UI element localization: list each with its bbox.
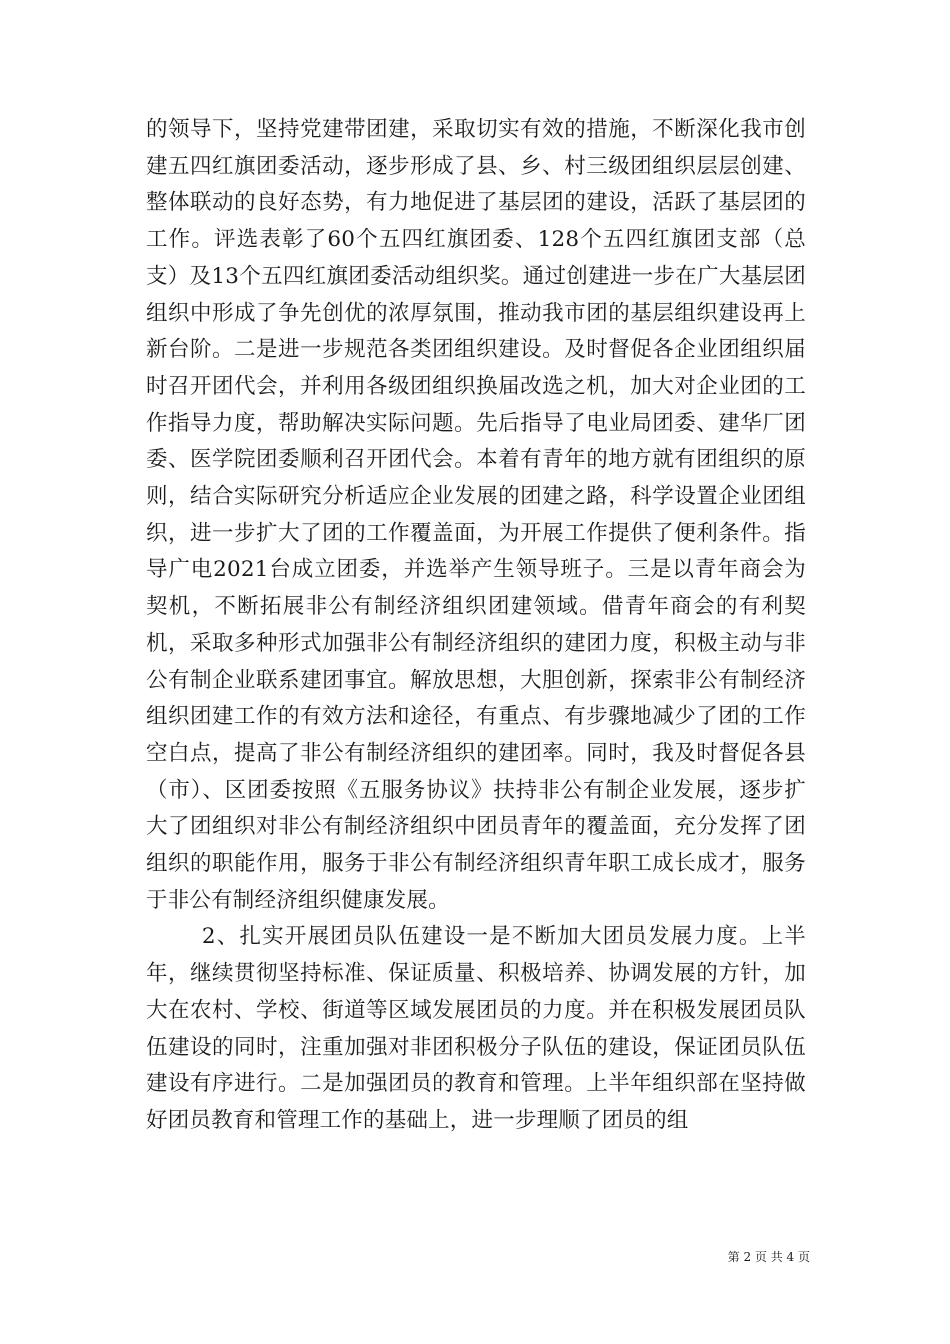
document-body [146, 112, 806, 1140]
page-number-footer: 第 2 页 共 4 页 [727, 1250, 810, 1264]
paragraph-continuation: 的领导下，坚持党建带团建，采取切实有效的措施，不断深化我市创建五四红旗团委活动，逐步形成了县、乡、村三级团组织层层创建、整体联动的良好态势，有力地促进了基层团的建设，活跃了基层团的工作。评选表彰了60个五四红旗团委、128个五四红旗团支部（总支）及13个五四红旗团委活动组织奖。通过创建进一步在广大基层团组织中形成了争先创优的浓厚氛围，推动我市团的基层组织建设再上新台阶。二是进一步规范各类团组织建设。及时督促各企业团组织届时召开团代会，并利用各级团组织换届改选之机，加大对企业团的工作指导力度，帮助解决实际问题。先后指导了电业局团委、建华厂团委、医学院团委顺利召开团代会。本着有青年的地方就有团组织的原则，结合实际研究分析适应企业发展的团建之路，科学设置企业团组织，进一步扩大了团的工作覆盖面，为开展工作提供了便利条件。指导广电2021台成立团委，并选举产生领导班子。三是以青年商会为契机，不断拓展非公有制经济组织团建领域。借青年商会的有利契机，采取多种形式加强非公有制经济组织的建团力度，积极主动与非公有制企业联系建团事宜。解放思想，大胆创新，探索非公有制经济组织团建工作的有效方法和途径，有重点、有步骤地减少了团的工作空白点，提高了非公有制经济组织的建团率。同时，我及时督促各县（市）、区团委按照《五服务协议》扶持非公有制企业发展，逐步扩大了团组织对非公有制经济组织中团员青年的覆盖面，充分发挥了团组织的职能作用，服务于非公有制经济组织青年职工成长成才，服务于非公有制经济组织健康发展。 [146, 117, 806, 913]
paragraph-team-member-building: 2、扎实开展团员队伍建设一是不断加大团员发展力度。上半年，继续贯彻坚持标准、保证质量、积极培养、协调发展的方针，加大在农村、学校、街道等区域发展团员的力度。并在积极发展团员队伍建设的同时，注重加强对非团积极分子队伍的建设，保证团员队伍建设有序进行。二是加强团员的教育和管理。上半年组织部在坚持做好团员教育和管理工作的基础上，进一步理顺了团员的组 [146, 924, 806, 1133]
